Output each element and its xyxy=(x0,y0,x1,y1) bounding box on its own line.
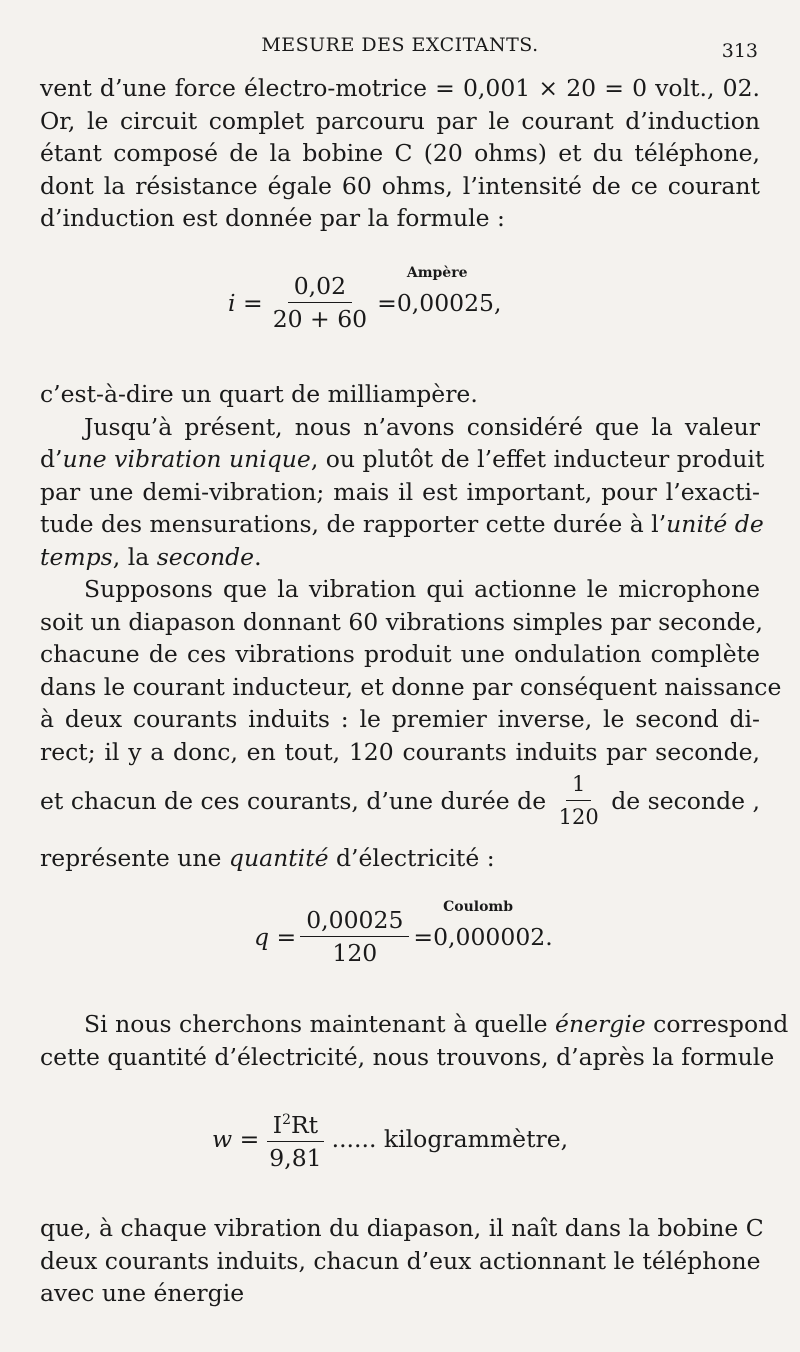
text-line: avec une énergie xyxy=(40,1279,245,1307)
formula-tail: ...... kilogrammètre, xyxy=(331,1124,569,1153)
quantity-formula xyxy=(254,898,553,967)
text-line: soit un diapason donnant 60 vibrations simples par seconde, xyxy=(40,607,764,636)
formula-result: 0,00025, xyxy=(396,288,502,317)
text-segment: et chacun de ces courants, d’une durée de xyxy=(40,786,547,815)
duration-line xyxy=(40,770,760,831)
text-line: cette quantité d’électricité, nous trouvons, d’après la formule xyxy=(40,1042,775,1071)
text-line: à deux courants induits : le premier inverse, le second di- xyxy=(40,705,760,733)
paragraph-1 xyxy=(40,72,760,235)
text-line: étant composé de la bobine C (20 ohms) et du téléphone, xyxy=(40,139,760,167)
text-line: chacune de ces vibrations produit une ondulation complète xyxy=(40,640,760,668)
paragraph-4 xyxy=(40,1008,789,1073)
energy-formula xyxy=(212,1106,568,1172)
formula-lhs: i = xyxy=(228,288,263,317)
text-line: Supposons que la vibration qui actionne le microphone xyxy=(84,575,760,603)
formula-result: 0,000002. xyxy=(433,922,553,951)
text-line: Or, le circuit complet parcouru par le courant d’induction xyxy=(40,106,760,135)
text-segment: de seconde , xyxy=(611,786,760,815)
unit-label: Coulomb xyxy=(443,898,514,915)
formula-lhs: q = xyxy=(254,922,297,951)
text-line: d’induction est donnée par la formule : xyxy=(40,204,505,232)
text-line: vent d’une force électro-motrice = 0,001 × 20 = 0 volt., 02. xyxy=(40,74,760,102)
fraction xyxy=(553,770,605,831)
numerator: 0,00025 xyxy=(300,906,409,937)
text-line: que, à chaque vibration du diapason, il naît dans la bobine C xyxy=(40,1214,764,1242)
text-line: rect; il y a donc, en tout, 120 courants induits par seconde, xyxy=(40,737,760,766)
paragraph-5 xyxy=(40,1212,764,1310)
running-header xyxy=(40,34,760,66)
text-line: dans le courant inducteur, et donne par conséquent naissance xyxy=(40,672,782,701)
numerator: 1 xyxy=(566,770,591,801)
equals-sign: = xyxy=(413,922,434,951)
equals-sign: = xyxy=(377,288,397,317)
text-line: par une demi-vibration; mais il est important, pour l’exacti- xyxy=(40,477,760,506)
numerator: 0,02 xyxy=(288,272,352,303)
denominator: 20 + 60 xyxy=(272,305,368,333)
fraction xyxy=(263,1106,327,1172)
formula-lhs: w = xyxy=(212,1124,260,1153)
denominator: 120 xyxy=(558,805,599,829)
denominator: 9,81 xyxy=(269,1143,322,1172)
text-line: Si nous cherchons maintenant à quelle énergie correspond xyxy=(84,1010,789,1038)
quantity-line: représente une quantité d’électricité : xyxy=(40,844,495,872)
unit-label: Ampère xyxy=(406,264,468,281)
text-line: temps, la seconde. xyxy=(40,542,262,571)
text-line: Jusqu’à présent, nous n’avons considéré que la valeur xyxy=(84,412,760,441)
text-line: c’est-à-dire un quart de milliampère. xyxy=(40,380,478,408)
page-number: 313 xyxy=(721,40,758,62)
page-title: MESURE DES EXCITANTS. xyxy=(261,34,539,56)
intensity-formula xyxy=(228,264,502,333)
paragraph-2 xyxy=(40,378,782,768)
text-line: deux courants induits, chacun d’eux actionnant le téléphone xyxy=(40,1246,761,1275)
fraction xyxy=(267,272,373,333)
text-line: tude des mensurations, de rapporter cette durée à l’unité de xyxy=(40,510,764,538)
fraction xyxy=(300,906,409,967)
text-line: dont la résistance égale 60 ohms, l’intensité de ce courant xyxy=(40,171,760,200)
text-line: d’une vibration unique, ou plutôt de l’effet inducteur produit xyxy=(40,445,765,473)
denominator: 120 xyxy=(332,939,378,967)
numerator: $I^2Rt$ xyxy=(267,1106,324,1142)
